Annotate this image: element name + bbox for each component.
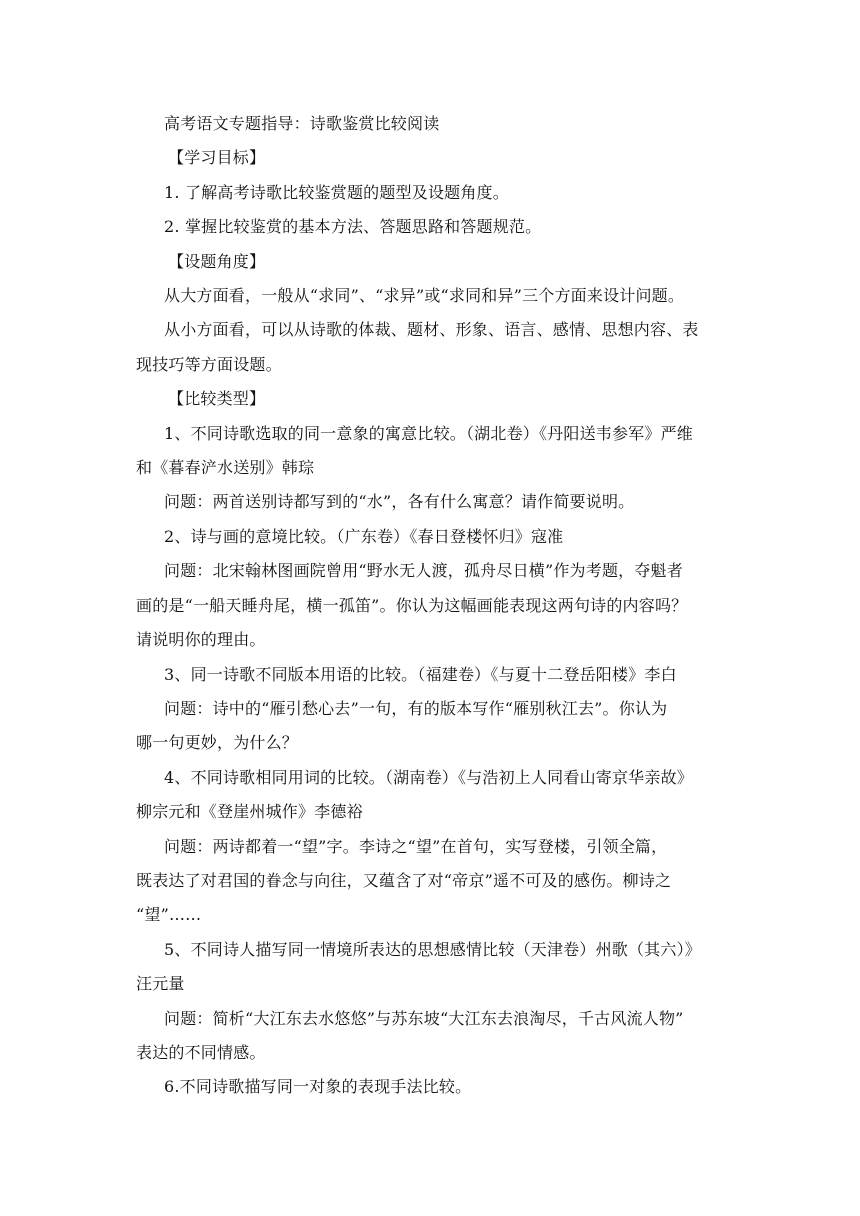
type-1-line-2: 和《暮春浐水送别》韩琮 (136, 458, 315, 478)
type-4-line-1: 4、不同诗歌相同用词的比较。（湖南卷）《与浩初上人同看山寄京华亲故》 (164, 767, 693, 787)
type-3: 3、同一诗歌不同版本用语的比较。（福建卷）《与夏十二登岳阳楼》李白 (164, 664, 677, 684)
type-5-question-line-2: 表达的不同情感。 (136, 1042, 266, 1062)
type-4-question-line-3: “望”…… (136, 905, 202, 925)
type-1-question: 问题：两首送别诗都写到的“水”，各有什么寓意？请作简要说明。 (164, 492, 635, 512)
type-4-question-line-1: 问题：两诗都着一“望”字。李诗之“望”在首句，实写登楼，引领全篇， (164, 836, 668, 856)
type-4-line-2: 柳宗元和《登崖州城作》李德裕 (136, 802, 363, 822)
angle-paragraph-1: 从大方面看，一般从“求同”、“求异”或“求同和异”三个方面来设计问题。 (164, 286, 685, 306)
type-2-question-line-3: 请说明你的理由。 (136, 630, 266, 650)
type-3-question-line-1: 问题：诗中的“雁引愁心去”一句，有的版本写作“雁别秋江去”。你认为 (164, 698, 668, 718)
type-5-line-2: 汪元量 (136, 974, 185, 994)
type-1-line-1: 1、不同诗歌选取的同一意象的寓意比较。（湖北卷）《丹阳送韦参军》严维 (164, 423, 693, 443)
section-heading-goals: 【学习目标】 (168, 148, 266, 168)
section-heading-types: 【比较类型】 (168, 389, 266, 409)
goal-item-2: 2. 掌握比较鉴赏的基本方法、答题思路和答题规范。 (164, 217, 542, 237)
document-body (136, 107, 738, 1105)
goal-item-1: 1. 了解高考诗歌比较鉴赏题的题型及设题角度。 (164, 182, 509, 202)
angle-paragraph-2-line-1: 从小方面看，可以从诗歌的体裁、题材、形象、语言、感情、思想内容、表 (164, 320, 699, 340)
type-5-question-line-1: 问题：简析“大江东去水悠悠”与苏东坡“大江东去浪淘尽，千古风流人物” (164, 1008, 684, 1028)
type-6: 6.不同诗歌描写同一对象的表现手法比较。 (164, 1077, 472, 1097)
section-heading-angles: 【设题角度】 (168, 251, 266, 271)
document-title: 高考语文专题指导：诗歌鉴赏比较阅读 (164, 114, 440, 133)
angle-paragraph-2-line-2: 现技巧等方面设题。 (136, 354, 282, 374)
type-2-question-line-2: 画的是“一船天睡舟尾，横一孤笛”。你认为这幅画能表现这两句诗的内容吗？ (136, 595, 688, 615)
type-2: 2、诗与画的意境比较。（广东卷）《春日登楼怀归》寇准 (164, 526, 564, 546)
type-4-question-line-2: 既表达了对君国的眷念与向往，又蕴含了对“帝京”遥不可及的感伤。柳诗之 (136, 870, 672, 890)
type-3-question-line-2: 哪一句更妙，为什么？ (136, 733, 299, 753)
type-2-question-line-1: 问题：北宋翰林图画院曾用“野水无人渡，孤舟尽日横”作为考题，夺魁者 (164, 561, 683, 581)
type-5-line-1: 5、不同诗人描写同一情境所表达的思想感情比较（天津卷）州歌（其六）》 (164, 939, 701, 959)
